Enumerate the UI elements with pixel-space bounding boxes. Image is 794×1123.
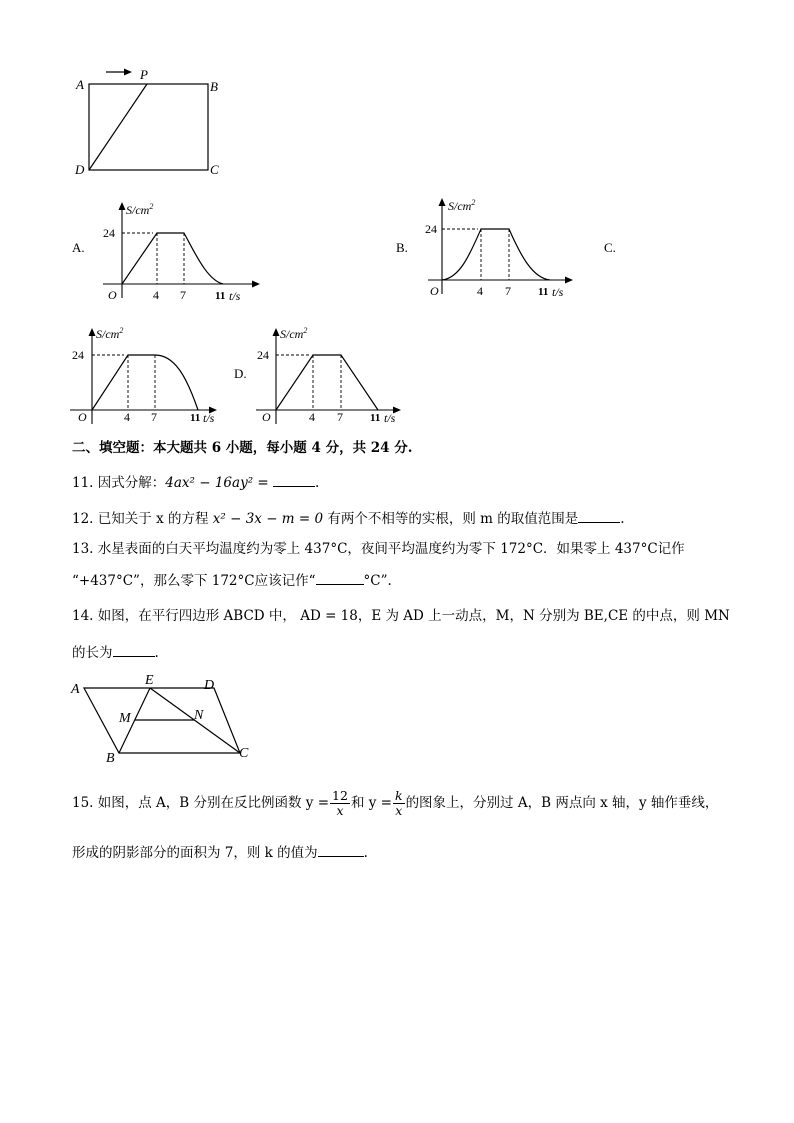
svg-text:24: 24 (72, 348, 84, 362)
svg-text:4: 4 (477, 284, 483, 298)
label-c: C (210, 162, 219, 177)
svg-text:C: C (239, 746, 249, 761)
svg-text:11: 11 (538, 286, 549, 298)
x-tick-4: 4 (153, 288, 159, 302)
y-tick: 24 (103, 226, 115, 240)
answer-blank[interactable] (113, 642, 155, 657)
answer-blank[interactable] (273, 472, 315, 487)
option-b-letter: B. (396, 240, 408, 255)
question-12: 12. 已知关于 x 的方程 x² − 3x − m = 0 有两个不相等的实根，则 m 的取值范围是 . (72, 508, 625, 529)
answer-blank[interactable] (578, 508, 620, 523)
rectangle (89, 84, 208, 170)
svg-text:t/s: t/s (552, 285, 564, 299)
svg-text:7: 7 (337, 410, 343, 424)
svg-text:4: 4 (124, 410, 130, 424)
svg-text:M: M (119, 711, 131, 726)
svg-text:O: O (78, 410, 87, 424)
svg-text:D: D (204, 678, 215, 693)
svg-text:11: 11 (370, 412, 381, 424)
segment-dp (89, 84, 147, 170)
svg-text:N: N (194, 708, 204, 723)
rectangle-figure (70, 64, 230, 180)
question-14-line2: 的长为 . (72, 642, 159, 663)
option-a-letter: A. (72, 240, 85, 255)
svg-text:11: 11 (190, 412, 201, 424)
x-label: t/s (229, 289, 241, 303)
svg-text:7: 7 (151, 410, 157, 424)
svg-text:S/cm2: $S/cm^2$ (96, 326, 124, 341)
arrow-head (124, 69, 132, 76)
svg-text:24: 24 (425, 222, 437, 236)
question-15-line2: 形成的阴影部分的面积为 7，则 k 的值为 . (72, 842, 368, 863)
label-d: D (75, 162, 85, 177)
x-tick-7: 7 (180, 288, 186, 302)
graph-option-c (62, 320, 232, 428)
graph-option-a (95, 198, 265, 306)
section-heading: 二、填空题：本大题共 6 小题，每小题 4 分，共 24 分. (72, 440, 413, 456)
label-p: P (140, 67, 148, 82)
question-14-line1: 14. 如图，在平行四边形 ABCD 中， AD = 18，E 为 AD 上一动点，M，N 分别为 BE,CE 的中点，则 MN (72, 608, 730, 624)
option-c-letter: C. (604, 240, 616, 255)
answer-blank[interactable] (318, 842, 364, 857)
svg-text:t/s: t/s (203, 411, 215, 425)
svg-text:E: E (145, 673, 154, 688)
svg-text:t/s: t/s (384, 411, 396, 425)
question-15-line1: 15. 如图，点 A，B 分别在反比例函数 y = $\frac{12}{x}$ 和 y = $\frac{k}{x}$ 的图象上，分别过 A，B 两点向 x 轴，y 轴作垂线， (72, 788, 719, 818)
svg-text:24: 24 (257, 348, 269, 362)
svg-text:4: 4 (309, 410, 315, 424)
origin: O (108, 288, 117, 302)
x-tick-11: 11 (215, 290, 226, 302)
question-13-line1: 13. 水星表面的白天平均温度约为零上 437°C，夜间平均温度约为零下 172°C．如果零上 437°C记作 (72, 541, 685, 557)
label-b: B (210, 79, 218, 94)
answer-blank[interactable] (316, 570, 364, 585)
question-11: 11. 因式分解：4ax² − 16ay² = . (72, 472, 319, 493)
graph-option-d (248, 320, 418, 428)
svg-text:7: 7 (505, 284, 511, 298)
svg-text:O: O (430, 284, 439, 298)
question-13-line2: “+437°C”，那么零下 172°C应该记作“ °C”. (72, 570, 392, 591)
graph-option-b (420, 194, 590, 302)
y-label: $S/cm^2$ (126, 202, 154, 217)
svg-text:A: A (71, 682, 80, 697)
svg-text:B: B (106, 751, 115, 766)
svg-text:O: O (262, 410, 271, 424)
svg-text:S/cm2: $S/cm^2$ (448, 198, 476, 213)
label-a: A (76, 77, 84, 92)
option-d-letter: D. (234, 366, 247, 381)
parallelogram-figure (66, 670, 266, 766)
svg-text:S/cm2: $S/cm^2$ (280, 326, 308, 341)
